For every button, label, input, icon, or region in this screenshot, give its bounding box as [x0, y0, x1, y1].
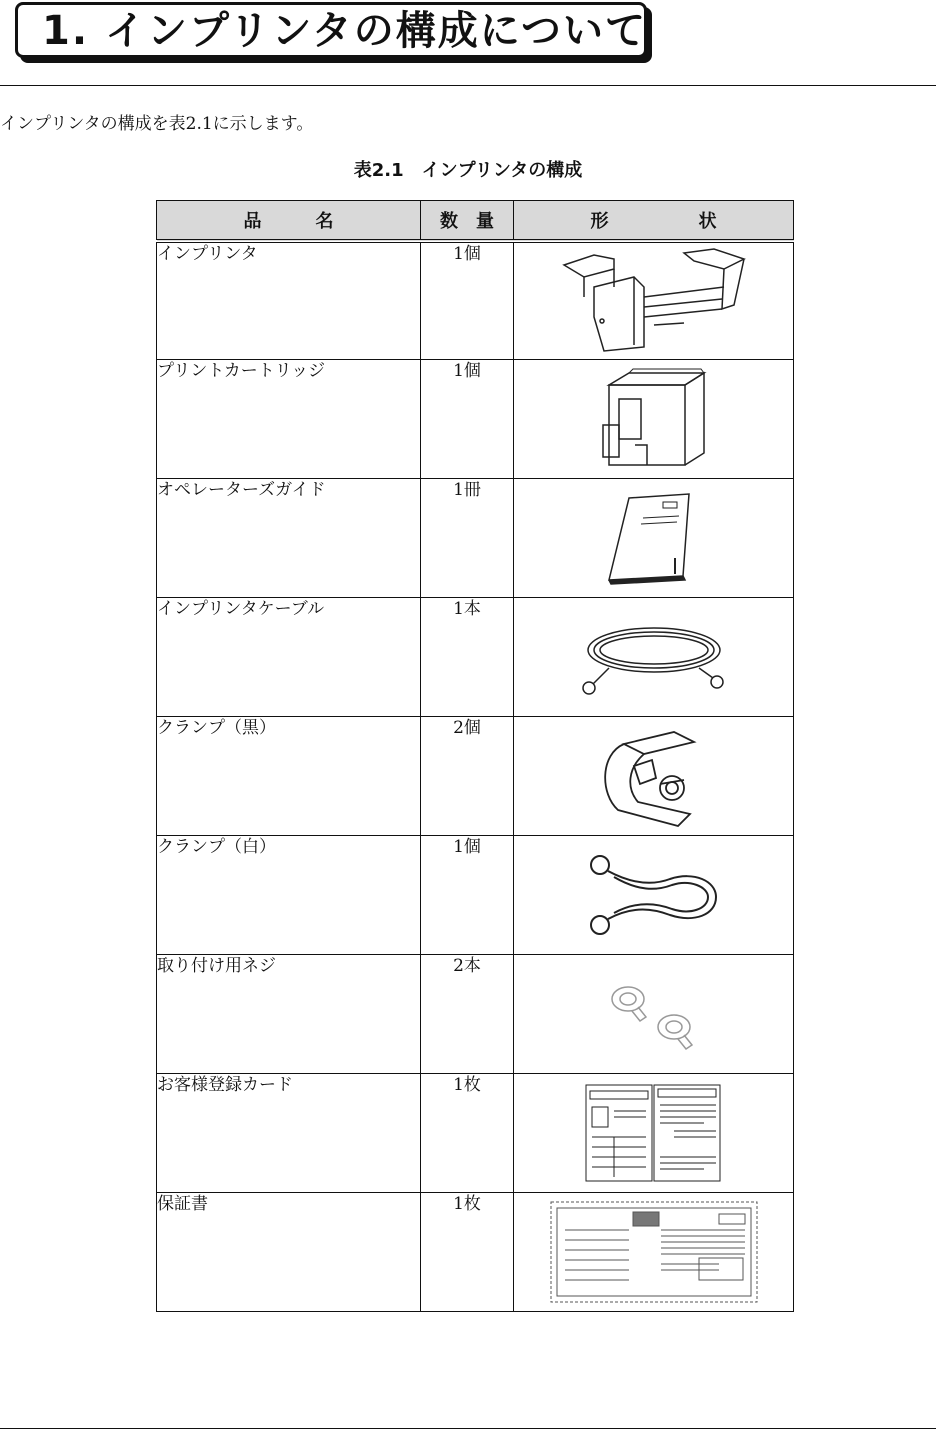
row-qty: 1個 [421, 836, 514, 955]
table-row [157, 955, 794, 1074]
intro-text: インプリンタの構成を表2.1に示します。 [0, 114, 314, 134]
row-qty: 1本 [421, 598, 514, 717]
row-name: インプリンタ [157, 241, 421, 360]
table-row [157, 1193, 794, 1312]
imprinter-icon [554, 247, 754, 355]
row-qty: 1枚 [421, 1074, 514, 1193]
warranty-icon [549, 1200, 759, 1304]
cable-icon [579, 612, 729, 702]
row-name: インプリンタケーブル [157, 598, 421, 717]
black-clamp-icon [594, 724, 714, 829]
row-qty: 2個 [421, 717, 514, 836]
row-name: 取り付け用ネジ [157, 955, 421, 1074]
row-name: 保証書 [157, 1193, 421, 1312]
table-row [157, 836, 794, 955]
row-qty: 1冊 [421, 479, 514, 598]
row-qty: 1個 [421, 360, 514, 479]
section-title: 1. インプリンタの構成について [42, 8, 647, 54]
print-cartridge-icon [589, 365, 719, 473]
bottom-rule [0, 1428, 936, 1429]
table-row [157, 1074, 794, 1193]
row-qty: 1個 [421, 241, 514, 360]
top-rule [0, 85, 936, 86]
table-header-row [157, 201, 794, 241]
operators-guide-icon [599, 488, 709, 588]
table-row [157, 479, 794, 598]
row-name: オペレーターズガイド [157, 479, 421, 598]
row-name: クランプ（白） [157, 836, 421, 955]
table-row [157, 360, 794, 479]
row-name: お客様登録カード [157, 1074, 421, 1193]
row-name: プリントカートリッジ [157, 360, 421, 479]
table-row [157, 241, 794, 360]
table-row [157, 598, 794, 717]
header-qty: 数 量 [421, 201, 514, 241]
header-name: 品 名 [157, 201, 421, 241]
row-qty: 1枚 [421, 1193, 514, 1312]
components-table [156, 200, 794, 1312]
registration-card-icon [584, 1081, 724, 1185]
table-row [157, 717, 794, 836]
table-caption: 表2.1 インプリンタの構成 [353, 160, 583, 181]
row-name: クランプ（黒） [157, 717, 421, 836]
section-title-box [15, 2, 647, 58]
header-shape: 形 状 [514, 201, 794, 241]
screws-icon [594, 969, 714, 1059]
row-qty: 2本 [421, 955, 514, 1074]
white-clamp-icon [584, 845, 724, 945]
